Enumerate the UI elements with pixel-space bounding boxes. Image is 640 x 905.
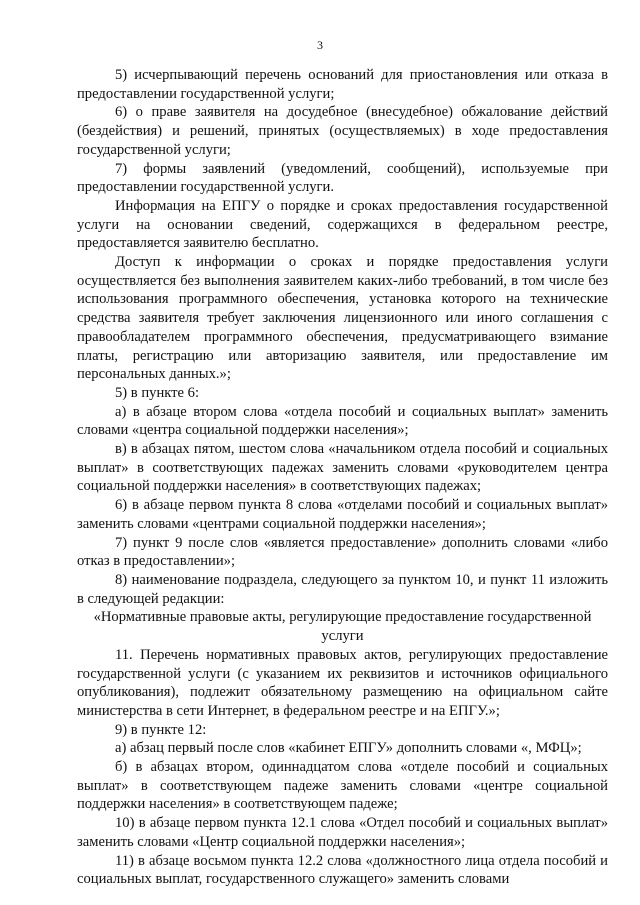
paragraph: Информация на ЕПГУ о порядке и сроках предоставления государственной услуги на основании сведений, содержащихся в федеральном реестре, предоставляется заявителю бесплатно. xyxy=(77,197,608,252)
paragraph: 11. Перечень нормативных правовых актов, регулирующих предоставление государственной услуги (с указанием их реквизитов и источников официального опубликования), подлежит обязательному размещению на официальном сайте министерства в сети Интернет, в федеральном реестре и на ЕПГУ.»; xyxy=(77,646,608,719)
paragraph: 9) в пункте 12: xyxy=(115,721,207,738)
paragraph: 5) исчерпывающий перечень оснований для приостановления или отказа в предоставлении государственной услуги; xyxy=(77,67,608,102)
paragraph: 8) наименование подраздела, следующего за пунктом 10, и пункт 11 изложить в следующей редакции: xyxy=(77,571,608,607)
paragraph: 11) в абзаце восьмом пункта 12.2 слова «должностного лица отдела пособий и социальных выплат, государственного служащего» заменить словами xyxy=(77,852,608,888)
paragraph: 5) в пункте 6: xyxy=(115,384,200,401)
paragraph: в) в абзацах пятом, шестом слова «начальником отдела пособий и социальных выплат» в соответствующих падежах заменить словами «руководителем центра социальной поддержки населения» в соответствующих падежах; xyxy=(77,441,608,495)
paragraph: б) в абзацах втором, одиннадцатом слова «отделе пособий и социальных выплат» в соответствующем падеже заменить словами «центре социальной поддержки населения» в соответствующем падеже; xyxy=(77,759,608,813)
paragraph: Доступ к информации о сроках и порядке предоставления услуги осуществляется без выполнения заявителем каких-либо требований, в том числе без использования программного обеспечения, установка которого на технические средства заявителя требует заключения лицензионного или иного соглашения с правообладателем программного обеспечения, предусматривающего взимание платы, регистрацию или авторизацию заявителя, или предоставление им персональных данных.»; xyxy=(77,254,608,383)
paragraph: 6) в абзаце первом пункта 8 слова «отделами пособий и социальных выплат» заменить словами «центрами социальной поддержки населения»; xyxy=(77,497,608,532)
subsection-heading: «Нормативные правовые акты, регулирующие предоставление государственной услуги xyxy=(93,609,592,645)
paragraph: а) абзац первый после слов «кабинет ЕПГУ» дополнить словами «, МФЦ»; xyxy=(115,740,582,757)
paragraph: 7) пункт 9 после слов «является предоставление» дополнить словами «либо отказ в предоставлении»; xyxy=(77,534,608,570)
paragraph: 7) формы заявлений (уведомлений, сообщений), используемые при предоставлении государственной услуги. xyxy=(77,160,608,196)
document-body xyxy=(77,66,608,889)
paragraph: а) в абзаце втором слова «отдела пособий и социальных выплат» заменить словами «центра социальной поддержки населения»; xyxy=(77,403,608,439)
page-number: 3 xyxy=(317,38,323,52)
paragraph: 10) в абзаце первом пункта 12.1 слова «Отдел пособий и социальных выплат» заменить словами «Центр социальной поддержки населения»; xyxy=(77,815,608,850)
paragraph: 6) о праве заявителя на досудебное (внесудебное) обжалование действий (бездействия) и решений, принятых (осуществляемых) в ходе предоставления государственной услуги; xyxy=(77,104,608,158)
